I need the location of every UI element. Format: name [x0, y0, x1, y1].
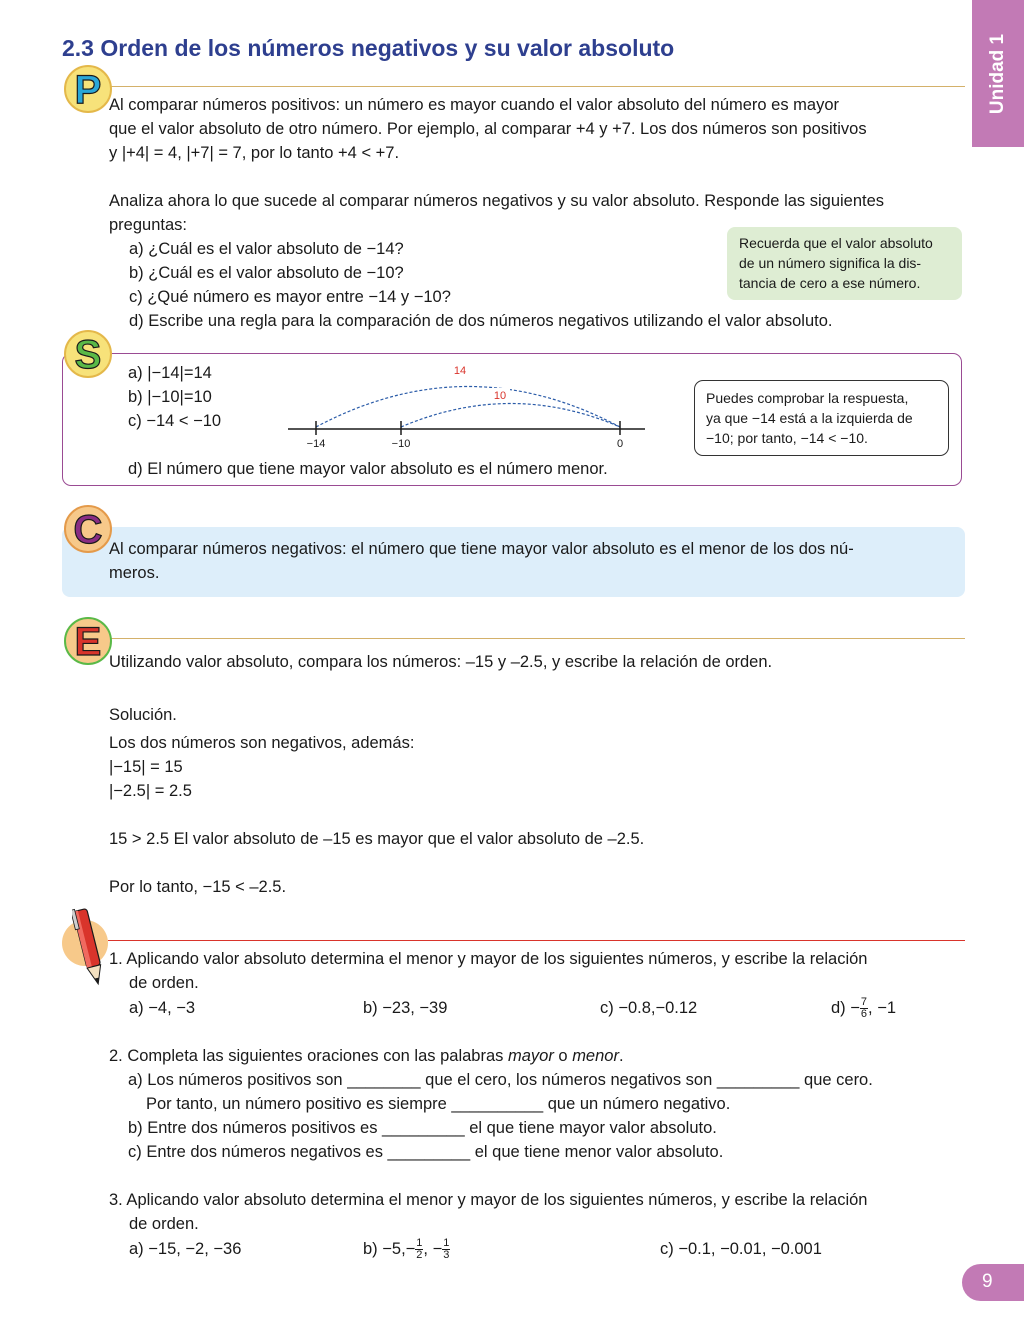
problem-text-line: y |+4| = 4, |+7| = 7, por lo tanto +4 < +7.: [109, 144, 400, 162]
tick-label-0: 0: [616, 438, 624, 450]
example-statement: Utilizando valor absoluto, compara los números: –15 y –2.5, y escribe la relación de orden.: [109, 653, 773, 671]
example-line: |−15| = 15: [109, 758, 183, 776]
conclusion-text-line: Al comparar números negativos: el número que tiene mayor valor absoluto es el menor de los dos nú-: [109, 540, 854, 558]
check-note: [694, 380, 949, 456]
arc-label-10: 10: [493, 390, 507, 402]
check-line: Puedes comprobar la respuesta,: [706, 390, 909, 406]
solution-c: c) −14 < −10: [128, 412, 222, 430]
conclusion-badge-icon: C: [64, 505, 112, 553]
exercise-2b: b) Entre dos números positivos es _________ el que tiene mayor valor absoluto.: [128, 1119, 717, 1137]
tick-label-m14: −14: [306, 438, 326, 450]
exercise-1-statement: 1. Aplicando valor absoluto determina el menor y mayor de los siguientes números, y escribe la relación: [109, 950, 868, 968]
page-number-tab: [962, 1264, 1024, 1301]
problem-text-line: Analiza ahora lo que sucede al comparar números negativos y su valor absoluto. Responde las siguientes: [109, 192, 885, 210]
page-title: 2.3 Orden de los números negativos y su valor absoluto: [62, 35, 675, 61]
exercise-2-statement: 2. Completa las siguientes oraciones con las palabras mayor o menor.: [109, 1047, 624, 1065]
problem-badge-icon: P: [64, 65, 112, 113]
pencil-icon: [72, 905, 106, 989]
hint-line: de un número significa la dis-: [739, 255, 922, 271]
exercise-1a: a) −4, −3: [129, 999, 196, 1017]
exercise-3c: c) −0.1, −0.01, −0.001: [660, 1240, 822, 1258]
exercise-divider: [108, 940, 965, 941]
question-d: d) Escribe una regla para la comparación de dos números negativos utilizando el valor absoluto.: [129, 312, 833, 330]
exercise-1c: c) −0.8,−0.12: [600, 999, 698, 1017]
hint-line: tancia de cero a ese número.: [739, 275, 921, 291]
section-divider: [108, 86, 965, 87]
number-line: [280, 358, 660, 453]
question-b: b) ¿Cuál es el valor absoluto de −10?: [129, 264, 404, 282]
exercise-3-statement: de orden.: [129, 1215, 199, 1233]
arc-10: [401, 404, 620, 428]
exercise-1b: b) −23, −39: [363, 999, 448, 1017]
exercise-2a: Por tanto, un número positivo es siempre __________ que un número negativo.: [146, 1095, 731, 1113]
hint-note: [727, 227, 962, 300]
example-line: Por lo tanto, −15 < –2.5.: [109, 878, 287, 896]
solution-d: d) El número que tiene mayor valor absoluto es el número menor.: [128, 460, 608, 478]
unit-tab-label: Unidad 1: [987, 33, 1008, 114]
example-solution-label: Solución.: [109, 706, 177, 724]
exercise-3-statement: 3. Aplicando valor absoluto determina el menor y mayor de los siguientes números, y escribe la relación: [109, 1191, 868, 1209]
unit-tab: [972, 0, 1024, 147]
exercise-3b: b) −5,− $\frac{1}{2}$ , − $\frac{1}{3}$: [363, 1237, 450, 1262]
question-a: a) ¿Cuál es el valor absoluto de −14?: [129, 240, 404, 258]
exercise-2a: a) Los números positivos son ________ que el cero, los números negativos son _________ que cero.: [128, 1071, 873, 1089]
exercise-2c: c) Entre dos números negativos es _________ el que tiene menor valor absoluto.: [128, 1143, 724, 1161]
check-line: ya que −14 está a la izquierda de: [706, 410, 913, 426]
exercise-1d: d) − $\frac{7}{6}$ , −1: [831, 996, 897, 1021]
question-c: c) ¿Qué número es mayor entre −14 y −10?: [129, 288, 451, 306]
section-divider: [108, 638, 965, 639]
problem-text-line: preguntas:: [109, 216, 187, 234]
check-line: −10; por tanto, −14 < −10.: [706, 430, 868, 446]
example-badge-icon: E: [64, 617, 112, 665]
problem-text-line: que el valor absoluto de otro número. Por ejemplo, al comparar +4 y +7. Los dos números son positivos: [109, 120, 867, 138]
solution-badge-icon: S: [64, 330, 112, 378]
page-number: 9: [982, 1271, 993, 1292]
solution-a: a) |−14|=14: [128, 364, 212, 382]
example-line: 15 > 2.5 El valor absoluto de –15 es mayor que el valor absoluto de –2.5.: [109, 830, 645, 848]
example-line: Los dos números son negativos, además:: [109, 734, 415, 752]
solution-b: b) |−10|=10: [128, 388, 212, 406]
problem-text-line: Al comparar números positivos: un número es mayor cuando el valor absoluto del número es mayor: [109, 96, 840, 114]
arc-label-14: 14: [453, 365, 467, 377]
tick-label-m10: −10: [391, 438, 411, 450]
conclusion-text-line: meros.: [109, 564, 160, 582]
hint-line: Recuerda que el valor absoluto: [739, 235, 933, 251]
exercise-1-statement: de orden.: [129, 974, 199, 992]
example-line: |−2.5| = 2.5: [109, 782, 192, 800]
exercise-3a: a) −15, −2, −36: [129, 1240, 242, 1258]
